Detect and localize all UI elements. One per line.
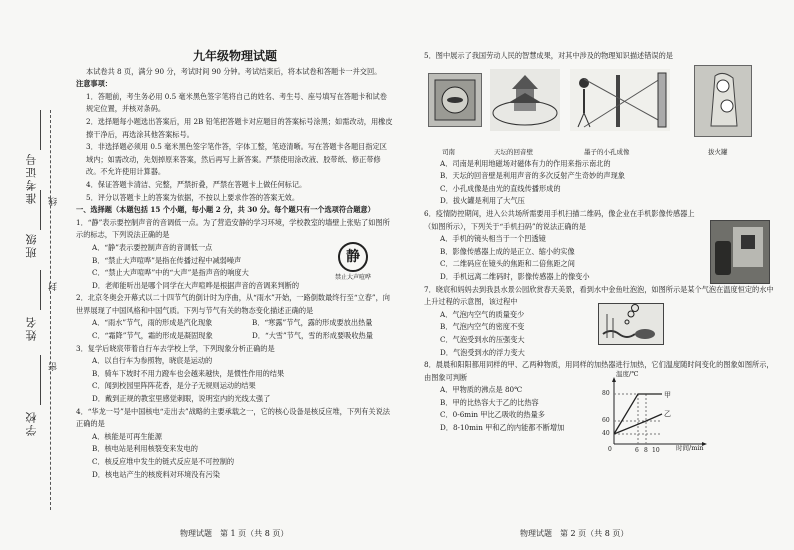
q1-option-d: D．老师能听出是哪个同学在大声喧哗是根据声音的音调来判断的 xyxy=(92,280,300,290)
graph-series-jia: 甲 xyxy=(664,391,671,400)
q5-option-a: A．司南是利用地磁场对磁体有力的作用来指示南北的 xyxy=(440,158,611,168)
right-page-footer: 物理试题 第 2 页（共 8 页） xyxy=(520,529,629,538)
q7-option-a: A．气泡内空气的质量变少 xyxy=(440,309,525,319)
caption-cupping: 拔火罐 xyxy=(708,147,728,156)
q2-option-d: D．“大雪”节气，雪的形成要吸收热量 xyxy=(252,331,373,341)
pinhole-picture xyxy=(570,69,670,131)
phone-scan-icon xyxy=(711,221,769,283)
quiet-sign-caption: 禁止大声喧哗 xyxy=(334,273,371,281)
q5-option-b: B．天坛的回音壁是利用声音的多次反射产生奇妙的声现象 xyxy=(440,171,625,181)
seal-xian: 线 xyxy=(49,195,59,206)
q8-option-c: C．0-6min 甲比乙吸收的热量多 xyxy=(440,410,545,420)
graph-xtick-10: 10 xyxy=(652,447,660,455)
seal-feng: 封 xyxy=(49,280,59,291)
temperature-graph xyxy=(592,370,712,455)
pinhole-icon xyxy=(570,69,670,131)
q3-option-c: C．闻到校园里阵阵花香，是分子无规则运动的结果 xyxy=(92,381,256,391)
note-5: 5．评分以答题卡上的答案为依据，不按以上要求作答的答案无效。 xyxy=(86,192,300,202)
q5-captions xyxy=(424,146,774,158)
q3-option-d: D．戴到正规的教室里感觉刺眼，说明室内的光线太强了 xyxy=(92,394,271,404)
q3-option-b: B．骑车下坡时不用力蹬车也会越来越快，是惯性作用的结果 xyxy=(92,368,285,378)
caption-sinan: 司南 xyxy=(442,147,455,156)
q4-stem: 4．“华龙一号”是中国核电“走出去”战略的主要承载之一，它的核心设备是核反应堆，下列有关说法正确的是 xyxy=(76,406,390,429)
section-1-heading: 一、选择题（本题包括 15 个小题，每小题 2 分，共 30 分。每个题只有一个选项符合题意） xyxy=(76,205,375,215)
phone-scan-photo xyxy=(710,220,770,284)
q1-stem: 1．“静”表示要控制声音的音调低一点。为了营造安静的学习环境，学校教室的墙壁上张贴了如图所示的标志，下列说法正确的是 xyxy=(76,217,390,240)
q6-block xyxy=(424,208,774,284)
bubble-icon xyxy=(599,304,663,344)
q4-option-a: A．核能是可再生能源 xyxy=(92,431,162,441)
temple-icon xyxy=(490,69,560,131)
q8-option-b: B．甲的比热容大于乙的比热容 xyxy=(440,397,539,407)
left-page xyxy=(76,50,394,481)
quiet-sign xyxy=(318,242,388,285)
graph-ytick-40: 40 xyxy=(602,430,610,438)
cupping-picture xyxy=(694,65,752,137)
q1-option-a: A．“静”表示要控制声音的音调低一点 xyxy=(92,242,213,252)
q2-option-a: A．“雨水”节气，雨的形成是汽化现象 xyxy=(92,318,213,328)
binding-margin xyxy=(2,110,72,510)
q6-option-c: C．二维码应在镜头的焦距和二倍焦距之间 xyxy=(440,259,575,269)
q8-stem: 8．晨晨和阳阳都用同样的甲、乙两种物质，用同样的加热器进行加热，它们温度随时间变化的图象如图所示，由图象可判断 xyxy=(424,360,774,382)
q1-options xyxy=(76,242,394,292)
bubble-figure xyxy=(598,303,664,345)
right-page xyxy=(424,50,774,455)
seal-line xyxy=(50,110,51,510)
left-page-footer: 物理试题 第 1 页（共 8 页） xyxy=(180,529,289,538)
name-label: 姓名 xyxy=(25,315,38,341)
q5-stem: 5．图中展示了我国劳动人民的智慧成果，对其中涉及的物理知识描述错误的是 xyxy=(424,51,673,60)
seal-mi: 密 xyxy=(49,360,59,371)
q2-option-c: C．“霜降”节气，霜的形成是凝固现象 xyxy=(92,331,213,341)
exam-title: 九年级物理试题 xyxy=(192,49,277,63)
q7-option-d: D．气泡受到水的浮力变大 xyxy=(440,347,525,357)
class-label: 班级 xyxy=(25,232,38,258)
cupping-icon xyxy=(695,66,751,136)
graph-xtick-6: 6 xyxy=(635,447,639,455)
q2-options-row-2 xyxy=(76,330,394,343)
graph-y-label: 温度/℃ xyxy=(616,370,639,379)
q7-block xyxy=(424,309,774,359)
q6-stem: 6．疫情防控期间，进入公共场所需要用手机扫描二维码，像企业在手机影像传感器上（如图所示），下列关于“手机扫码”的说法正确的是 xyxy=(424,208,695,231)
sinan-icon xyxy=(429,74,481,126)
graph-origin: 0 xyxy=(608,446,612,454)
q5-pictures xyxy=(424,65,774,145)
caption-pinhole: 墨子的小孔成像 xyxy=(584,147,630,156)
q4-option-c: C．核反应堆中发生的链式反应是不可控制的 xyxy=(92,457,235,466)
graph-xtick-8: 8 xyxy=(644,447,648,455)
q4-option-b: B．核电站是利用核裂变来发电的 xyxy=(92,444,198,454)
q5-option-d: D．拔火罐是利用了大气压 xyxy=(440,196,525,206)
graph-series-yi: 乙 xyxy=(664,410,671,419)
q7-option-b: B．气泡内空气的密度不变 xyxy=(440,322,525,332)
q3-stem: 3．复学后晓宸带着自行车去学校上学，下列现象分析正确的是 xyxy=(76,343,275,353)
q6-option-d: D．手机远离二维码时，影像传感器上的像变小 xyxy=(440,271,590,281)
graph-x-label: 时间/min xyxy=(676,444,704,453)
note-3: 3．非选择题必须用 0.5 毫米黑色签字笔作答，字体工整，笔迹清晰。写在答题卡各题目指定区域内；如需改动，先划掉原来答案，然后再写上新答案。严禁使用涂改液、胶带纸、修正带修改。不允许使用计算器。 xyxy=(86,142,387,177)
note-2: 2．选择题每小题选出答案后，用 2B 铅笔把答题卡对应题目的答案标号涂黑；如需改动，用橡皮擦干净后，再选涂其他答案标号。 xyxy=(86,116,393,139)
q8-option-a: A．甲物质的沸点是 80℃ xyxy=(440,385,523,395)
graph-ytick-80: 80 xyxy=(602,390,610,398)
name-underline xyxy=(40,270,41,310)
exam-number-label: 准考证号 xyxy=(25,152,38,204)
q2-options-row-1 xyxy=(76,317,394,330)
q1-option-c: C．“禁止大声喧哗”中的“大声”是指声音的响度大 xyxy=(92,268,249,278)
school-label: 学校 xyxy=(25,410,38,436)
note-4: 4．保证答题卡清洁、完整，严禁折叠，严禁在答题卡上做任何标记。 xyxy=(86,179,307,189)
note-1: 1．答题前，考生务必用 0.5 毫米黑色签字笔将自己的姓名、考生号、座号填写在答题卡和试卷规定位置，并核对条码。 xyxy=(86,91,387,114)
q2-stem: 2．北京冬奥会开幕式以二十四节气的倒计时为序曲，从“雨水”开始，一路倒数最终行至“立春”，向世界展现了中国风格和中国气质。下列与节气有关的物态变化描述正确的是 xyxy=(76,293,390,315)
caption-echo-wall: 天坛的回音壁 xyxy=(494,147,533,156)
q3-option-a: A．以自行车为参照物，晓宸是运动的 xyxy=(92,356,213,366)
q6-option-b: B．影像传感器上成的是正立、缩小的实像 xyxy=(440,246,575,256)
quiet-sign-char: 静 xyxy=(338,242,368,272)
q5-option-c: C．小孔成像是由光的直线传播形成的 xyxy=(440,183,561,193)
q7-option-c: C．气泡受到水的压强变大 xyxy=(440,334,525,344)
q2-option-b: B．“寒露”节气，露的形成要放出热量 xyxy=(252,318,373,328)
notes-heading: 注意事项： xyxy=(76,79,112,89)
graph-ytick-60: 60 xyxy=(602,417,610,425)
q1-option-b: B．“禁止大声喧哗”是指在传播过程中减弱噪声 xyxy=(92,255,242,265)
q7-stem: 7．晓宸和妈妈去到我县水景公园欣赏春天美景，看到水中金鱼吐泡泡，如图所示是某个气泡在温度恒定的水中上升过程的示意图，该过程中 xyxy=(424,284,774,307)
class-underline xyxy=(40,190,41,230)
q4-option-d: D．核电站产生的核废料对环境没有污染 xyxy=(92,469,220,479)
q6-option-a: A．手机的镜头相当于一个凹透镜 xyxy=(440,234,546,244)
exam-number-underline xyxy=(40,110,41,150)
exam-intro: 本试卷共 8 页，满分 90 分，考试时间 90 分钟。考试结束后，将本试卷和答题卡一并交回。 xyxy=(86,66,382,76)
sinan-picture xyxy=(428,73,482,127)
q8-option-d: D．8-10min 甲和乙的内能都不断增加 xyxy=(440,423,565,433)
school-underline xyxy=(40,355,41,405)
echo-wall-picture xyxy=(490,69,560,131)
